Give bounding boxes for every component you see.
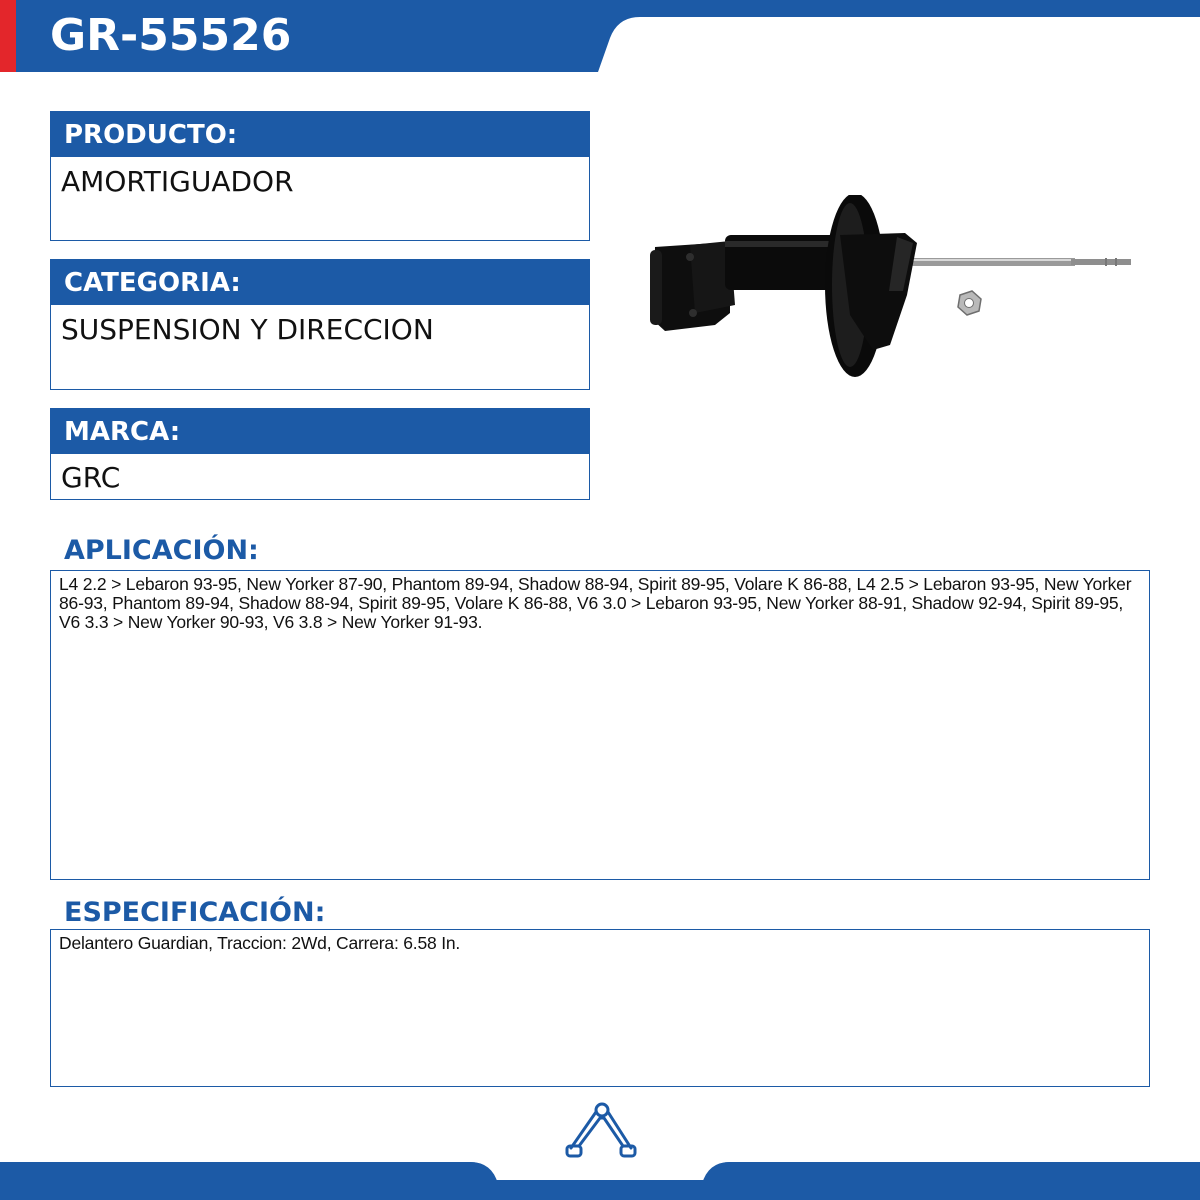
control-arm-icon [565,1100,637,1162]
marca-label: MARCA: [50,408,590,454]
producto-value: AMORTIGUADOR [50,157,590,241]
especificacion-text: Delantero Guardian, Traccion: 2Wd, Carrera: 6.58 In. [50,929,1150,1087]
aplicacion-text: L4 2.2 > Lebaron 93-95, New Yorker 87-90, Phantom 89-94, Shadow 88-94, Spirit 89-95, Volare K 86-88, L4 2.5 > Lebaron 93-95, New Yorker 86-93, Phantom 89-94, Shadow 88-94, Spirit 89-95, Volare K 86-88, V6 3.0 > Lebaron 93-95, New Yorker 88-91, Shadow 92-94, Spirit 89-95, V6 3.3 > New Yorker 90-93, V6 3.8 > New Yorker 91-93. [50,570,1150,880]
categoria-field [50,259,590,390]
producto-field [50,111,590,241]
footer-category-label: SUSPENSIÓN Y DIRECCIÓN [510,1163,690,1179]
part-number-title: GR-55526 [50,10,292,61]
aplicacion-title: APLICACIÓN: [64,535,259,566]
especificacion-title: ESPECIFICACIÓN: [64,897,326,928]
marca-field [50,408,590,500]
categoria-label: CATEGORIA: [50,259,590,305]
header-accent [0,0,16,72]
shock-absorber-image [635,195,1145,395]
producto-label: PRODUCTO: [50,111,590,157]
marca-value: GRC [50,454,590,500]
categoria-value: SUSPENSION Y DIRECCION [50,305,590,390]
